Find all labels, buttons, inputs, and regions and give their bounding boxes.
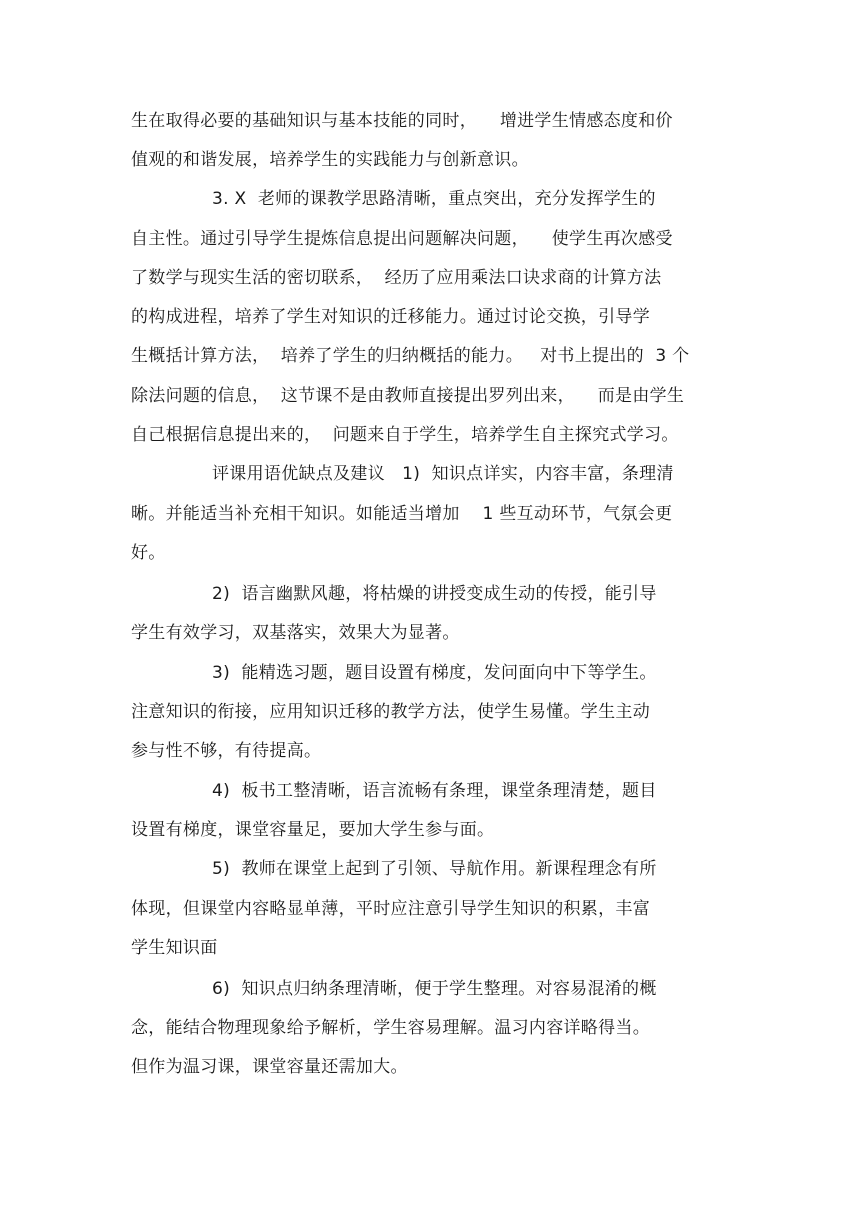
text-line: 生概括计算方法， 培养了学生的归纳概括的能力。 对书上提出的 3 个 [131, 346, 690, 366]
text-line: 晰。并能适当补充相干知识。如能适当增加 1 些互动环节，气氛会更 [131, 504, 673, 524]
text-line: 念，能结合物理现象给予解析，学生容易理解。温习内容详略得当。 [131, 1018, 650, 1038]
text-line: 的构成进程，培养了学生对知识的迁移能力。通过讨论交换，引导学 [131, 307, 650, 327]
paragraph-start-line: 4) 板书工整清晰，语言流畅有条理，课堂条理清楚，题目 [212, 781, 657, 801]
text-line: 值观的和谐发展，培养学生的实践能力与创新意识。 [131, 150, 529, 170]
paragraph-start-line: 3. X 老师的课教学思路清晰，重点突出，充分发挥学生的 [212, 189, 656, 209]
text-line: 设置有梯度，课堂容量足，要加大学生参与面。 [131, 820, 495, 840]
text-line: 好。 [131, 543, 166, 563]
text-line: 学生有效学习，双基落实，效果大为显著。 [131, 623, 460, 643]
text-line: 了数学与现实生活的密切联系， 经历了应用乘法口诀求商的计算方法 [131, 268, 662, 288]
text-line: 注意知识的衔接，应用知识迁移的教学方法，使学生易懂。学生主动 [131, 702, 650, 722]
text-line: 自己根据信息提出来的， 问题来自于学生，培养学生自主探究式学习。 [131, 425, 679, 445]
text-line: 但作为温习课，课堂容量还需加大。 [131, 1057, 408, 1077]
text-line: 学生知识面 [131, 938, 218, 958]
text-line: 自主性。通过引导学生提炼信息提出问题解决问题， 使学生再次感受 [131, 229, 673, 249]
paragraph-start-line: 评课用语优缺点及建议 1) 知识点详实，内容丰富，条理清 [212, 464, 674, 484]
text-line: 生在取得必要的基础知识与基本技能的同时， 增进学生情感态度和价 [131, 111, 673, 131]
text-line: 参与性不够，有待提高。 [131, 741, 322, 761]
text-line: 体现，但课堂内容略显单薄，平时应注意引导学生知识的积累，丰富 [131, 899, 650, 919]
paragraph-start-line: 5) 教师在课堂上起到了引领、导航作用。新课程理念有所 [212, 859, 657, 879]
paragraph-start-line: 6) 知识点归纳条理清晰，便于学生整理。对容易混淆的概 [212, 979, 657, 999]
paragraph-start-line: 3) 能精选习题，题目设置有梯度，发问面向中下等学生。 [212, 663, 657, 683]
text-line: 除法问题的信息， 这节课不是由教师直接提出罗列出来， 而是由学生 [131, 386, 685, 406]
paragraph-start-line: 2) 语言幽默风趣，将枯燥的讲授变成生动的传授，能引导 [212, 584, 657, 604]
